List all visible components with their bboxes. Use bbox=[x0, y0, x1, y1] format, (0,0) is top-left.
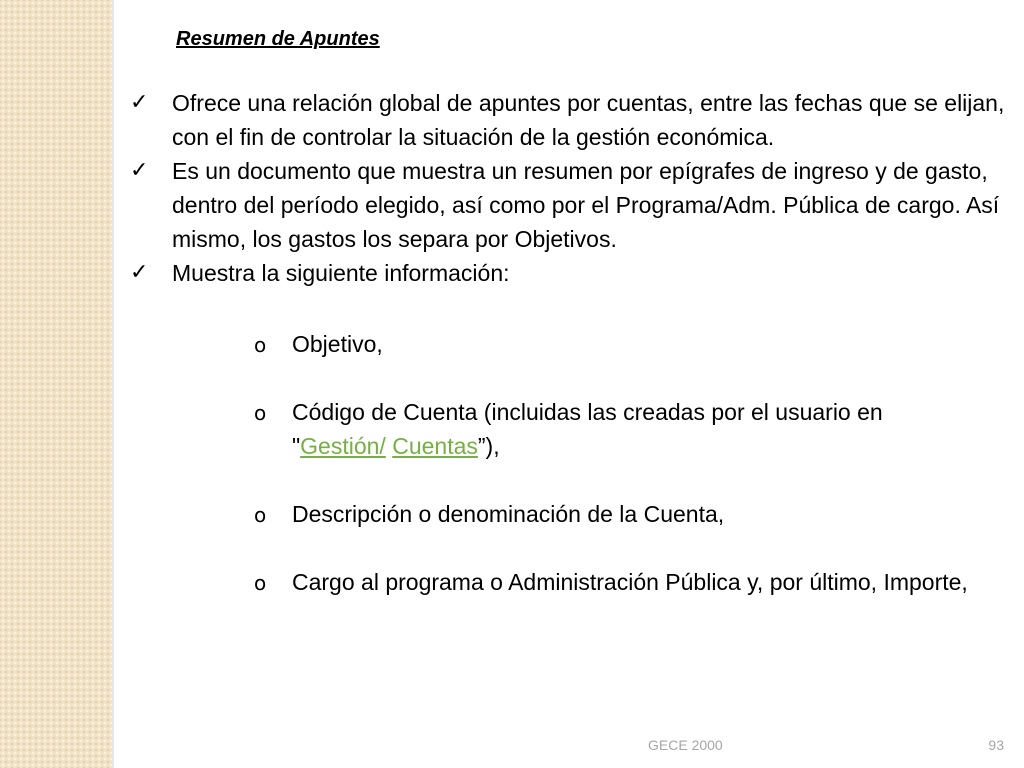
bullet-text: Muestra la siguiente información: bbox=[172, 260, 510, 286]
circle-bullet-icon: o bbox=[254, 503, 267, 527]
footer-label: GECE 2000 bbox=[648, 737, 723, 753]
circle-bullet-icon: o bbox=[254, 333, 267, 357]
decorative-sidebar bbox=[0, 0, 112, 768]
bullet-item bbox=[130, 154, 1010, 256]
sublist-item bbox=[254, 497, 974, 531]
circle-bullet-icon: o bbox=[254, 571, 267, 595]
gestion-link[interactable]: Gestión/ bbox=[300, 433, 386, 459]
sidebar-divider bbox=[112, 0, 114, 768]
sublist-text: Cargo al programa o Administración Pública y, por último, Importe, bbox=[292, 569, 968, 595]
sublist-item bbox=[254, 395, 974, 463]
codigo-text-prefix: Código de Cuenta (incluidas las creadas por el usuario en " bbox=[292, 399, 883, 459]
check-icon: ✓ bbox=[130, 260, 149, 285]
bullet-text: Es un documento que muestra un resumen por epígrafes de ingreso y de gasto, dentro del período elegido, así como por el Programa/Adm. Pública de cargo. Así mismo, los gastos los separa por Objetivos. bbox=[172, 158, 1000, 252]
sublist-text: Objetivo, bbox=[292, 331, 383, 357]
circle-bullet-icon: o bbox=[254, 401, 267, 425]
sublist-text bbox=[292, 399, 883, 459]
sublist-text: Descripción o denominación de la Cuenta, bbox=[292, 501, 725, 527]
info-sublist bbox=[254, 327, 974, 633]
sublist-item bbox=[254, 327, 974, 361]
page-number: 93 bbox=[988, 737, 1004, 753]
slide-title: Resumen de Apuntes bbox=[176, 28, 380, 50]
sublist-item bbox=[254, 565, 974, 599]
codigo-text-suffix: ”), bbox=[477, 433, 500, 459]
main-bullet-list bbox=[130, 86, 1010, 290]
check-icon: ✓ bbox=[130, 158, 149, 183]
bullet-item bbox=[130, 86, 1010, 154]
bullet-text: Ofrece una relación global de apuntes por cuentas, entre las fechas que se elijan, con el fin de controlar la situación de la gestión económica. bbox=[172, 90, 1005, 150]
bullet-item bbox=[130, 256, 1010, 290]
cuentas-link[interactable]: Cuentas bbox=[392, 433, 478, 459]
check-icon: ✓ bbox=[130, 90, 149, 115]
